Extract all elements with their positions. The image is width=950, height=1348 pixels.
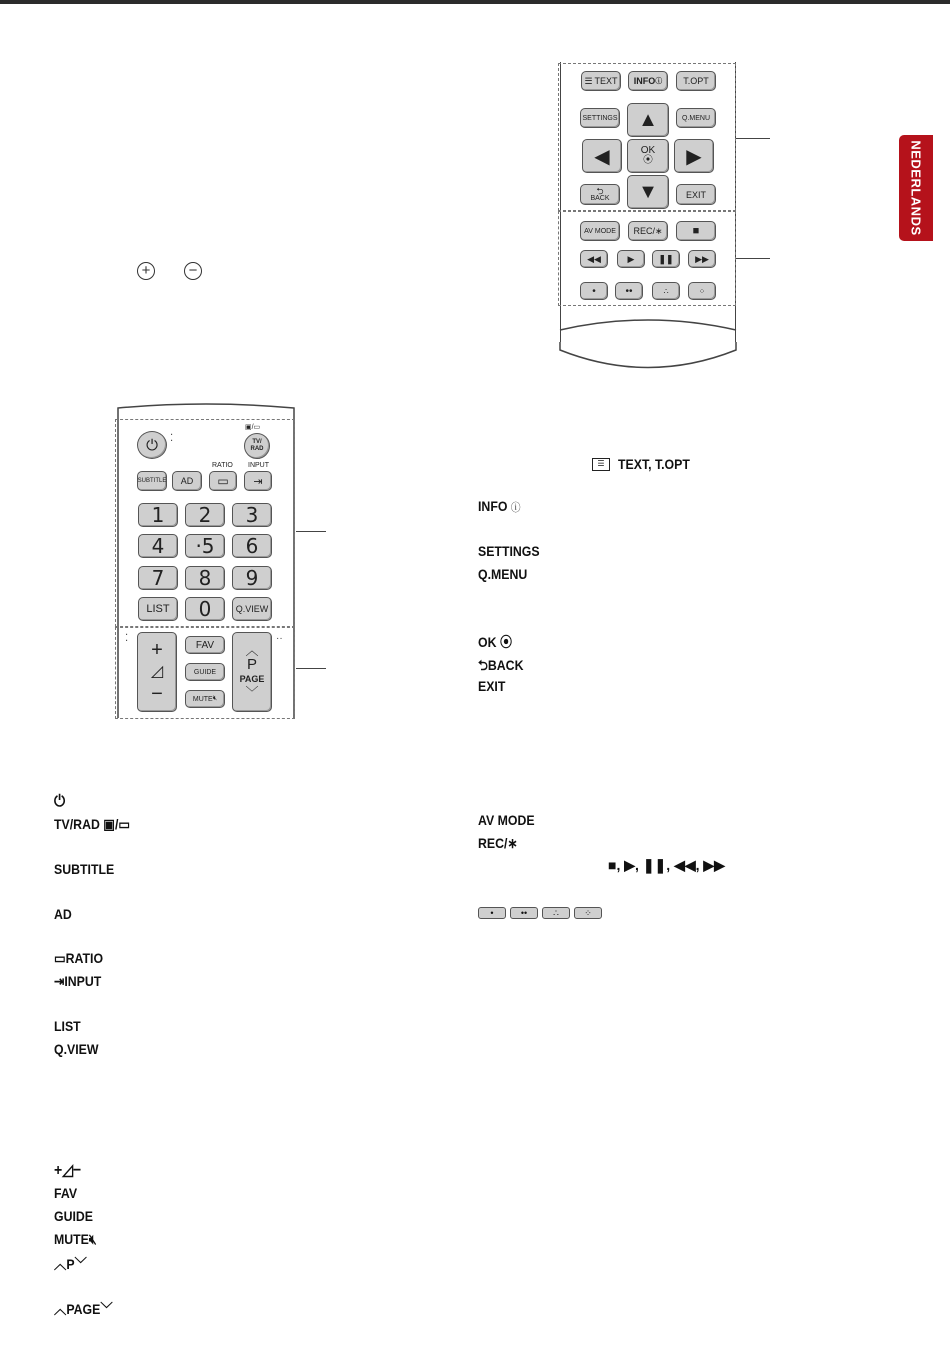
- ok-button[interactable]: [627, 139, 669, 173]
- ratio-screen-icon: ▭: [217, 474, 229, 488]
- right-arrow-button[interactable]: [674, 139, 714, 173]
- fast-forward-icon: ▶▶: [695, 253, 709, 264]
- digit-label: 6: [245, 534, 259, 558]
- back-button-label: BACK: [590, 194, 610, 202]
- volume-term: [54, 1160, 81, 1180]
- leader-line-4: [296, 668, 326, 669]
- exit-button-label: EXIT: [685, 189, 706, 200]
- three-dots-button-icon: ∴: [542, 907, 570, 919]
- leader-line-1: [736, 138, 770, 139]
- up-triangle-icon: ▲: [638, 108, 658, 131]
- qmenu-button[interactable]: [676, 108, 716, 128]
- mute-term-label: MUTE: [54, 1231, 89, 1247]
- fav-term: FAV: [54, 1185, 78, 1201]
- avmode-button[interactable]: [580, 221, 620, 241]
- language-tab-label: NEDERLANDS: [908, 140, 924, 236]
- rec-button[interactable]: [628, 221, 668, 241]
- one-dot-icon: •: [592, 285, 596, 297]
- play-icon: ▶: [627, 253, 635, 264]
- list-button-label: LIST: [146, 603, 170, 615]
- input-arrow-icon: ⇥: [54, 973, 65, 989]
- leader-line-2: [736, 258, 770, 259]
- info-term-label: INFO: [478, 498, 508, 514]
- mute-speaker-icon: 🔇︎: [212, 695, 218, 702]
- volume-rocker[interactable]: [137, 632, 177, 712]
- power-dots-icon: ⁚: [170, 433, 174, 444]
- fav-button[interactable]: [185, 636, 225, 654]
- power-term: [54, 793, 65, 811]
- digit-label: 9: [245, 566, 259, 590]
- chevron-up-icon: ︿: [54, 1301, 67, 1317]
- up-arrow-button[interactable]: [627, 103, 669, 137]
- left-triangle-icon: ◀: [594, 145, 610, 168]
- chevron-up-icon: ︿: [54, 1256, 67, 1272]
- chevron-down-icon: ﹀: [100, 1301, 113, 1317]
- tvrad-top-icons: ▣/▭: [245, 424, 261, 431]
- info-circle-icon: ⓘ: [510, 502, 521, 514]
- topt-button[interactable]: [676, 71, 716, 91]
- rec-term: REC/∗: [478, 835, 518, 851]
- info-button[interactable]: [628, 71, 668, 91]
- digit-button-7[interactable]: [138, 566, 178, 590]
- top-rule: [0, 0, 950, 4]
- digit-button-6[interactable]: [232, 534, 272, 558]
- fast-forward-icon: ▶▶: [703, 857, 725, 873]
- blue-color-button[interactable]: [688, 282, 716, 300]
- volume-icon: ◿: [150, 663, 164, 680]
- ok-term: [478, 632, 512, 652]
- guide-term: GUIDE: [54, 1208, 94, 1224]
- volume-dots-icon: ⁚: [125, 633, 129, 644]
- digit-button-2[interactable]: [185, 503, 225, 527]
- rec-button-label: REC/∗: [633, 225, 663, 236]
- mute-button[interactable]: [185, 690, 225, 708]
- stop-square-icon: ■: [608, 857, 617, 873]
- volume-minus-icon: −: [73, 1162, 82, 1179]
- input-button[interactable]: [244, 471, 272, 491]
- avmode-term: AV MODE: [478, 812, 535, 828]
- digit-button-8[interactable]: [185, 566, 225, 590]
- playback-symbols-term: ■, ▶, ❚❚, ◀◀, ▶▶: [608, 857, 725, 873]
- ad-term: AD: [54, 906, 72, 922]
- back-button[interactable]: [580, 184, 620, 205]
- input-term: [54, 973, 101, 990]
- four-dots-button-icon: ⁘: [574, 907, 602, 919]
- right-triangle-icon: ▶: [686, 145, 702, 168]
- qview-button-label: Q.VIEW: [235, 604, 269, 614]
- qmenu-button-label: Q.MENU: [682, 114, 710, 122]
- guide-button[interactable]: [185, 663, 225, 681]
- ok-circle-icon: ⦿: [499, 634, 513, 650]
- text-button[interactable]: [581, 71, 621, 91]
- settings-button-label: SETTINGS: [582, 114, 618, 122]
- language-tab: [899, 135, 933, 241]
- digit-label: 3: [245, 503, 259, 527]
- input-label: INPUT: [248, 462, 269, 469]
- power-button[interactable]: [137, 431, 167, 459]
- exit-term: EXIT: [478, 678, 506, 694]
- stop-button[interactable]: [676, 221, 716, 241]
- leader-line-3: [296, 531, 326, 532]
- fast-forward-button[interactable]: [688, 250, 716, 268]
- digit-button-1[interactable]: [138, 503, 178, 527]
- fav-button-label: FAV: [195, 639, 215, 651]
- green-color-button[interactable]: [615, 282, 643, 300]
- plus-circle-icon: +: [137, 262, 155, 280]
- two-dots-icon: ••: [625, 285, 633, 297]
- tv-icon: ▣: [103, 816, 115, 832]
- digit-label: ·5: [195, 534, 215, 558]
- info-button-label: INFO: [633, 76, 656, 86]
- text-topt-label: TEXT, T.OPT: [618, 456, 690, 472]
- ratio-term-label: RATIO: [65, 950, 104, 966]
- qmenu-term: Q.MENU: [478, 566, 528, 582]
- text-topt-term: [592, 456, 700, 474]
- chevron-down-icon: ﹀: [245, 685, 259, 700]
- program-term: [54, 1254, 87, 1274]
- qview-term: Q.VIEW: [54, 1041, 99, 1057]
- pause-icon: ❚❚: [642, 857, 667, 873]
- down-triangle-icon: ▼: [638, 180, 658, 203]
- chevron-up-icon: ︿: [245, 643, 259, 658]
- rewind-button[interactable]: [580, 250, 608, 268]
- ok-button-label: OK: [640, 145, 656, 156]
- ad-button-label: AD: [180, 476, 194, 486]
- text-button-label: TEXT: [594, 76, 618, 86]
- avmode-button-label: AV MODE: [584, 227, 616, 235]
- down-arrow-button[interactable]: [627, 175, 669, 209]
- digit-label: 0: [198, 597, 212, 621]
- ok-term-label: OK: [478, 634, 497, 650]
- list-button[interactable]: [138, 597, 178, 621]
- one-dot-button-icon: •: [478, 907, 506, 919]
- left-terms-block: [54, 793, 354, 1333]
- volume-plus-icon: +: [54, 1162, 63, 1179]
- minus-circle-icon: −: [184, 262, 202, 280]
- mute-button-label: MUTE: [192, 695, 213, 703]
- right-terms-block-2: [478, 812, 778, 932]
- yellow-color-button[interactable]: [652, 282, 680, 300]
- digit-button-5[interactable]: [185, 534, 225, 558]
- pause-button[interactable]: [652, 250, 680, 268]
- tvrad-line2: RAD: [250, 446, 264, 452]
- digit-label: 4: [151, 534, 165, 558]
- digit-button-0[interactable]: [185, 597, 225, 621]
- page-dots-icon: ··: [276, 633, 283, 644]
- digit-button-3[interactable]: [232, 503, 272, 527]
- tvrad-line1: TV/: [252, 439, 262, 445]
- left-arrow-button[interactable]: [582, 139, 622, 173]
- red-color-button[interactable]: [580, 282, 608, 300]
- page-term: [54, 1299, 113, 1319]
- power-icon: ⏻: [146, 436, 158, 454]
- digit-button-4[interactable]: [138, 534, 178, 558]
- mute-speaker-icon: 🔇︎: [88, 1231, 97, 1247]
- power-icon: ⏻: [54, 793, 66, 810]
- settings-button[interactable]: [580, 108, 620, 128]
- two-dots-button-icon: ••: [510, 907, 538, 919]
- play-button[interactable]: [617, 250, 645, 268]
- input-arrow-icon: ⇥: [253, 475, 263, 488]
- digit-label: 2: [198, 503, 212, 527]
- ratio-button[interactable]: [209, 471, 237, 491]
- right-terms-block-1: [478, 498, 678, 738]
- rewind-icon: ◀◀: [587, 253, 601, 264]
- info-icon: ⓘ: [655, 78, 663, 85]
- program-page-rocker[interactable]: [232, 632, 272, 712]
- teletext-icon: ☰: [592, 458, 610, 471]
- volume-minus-label: −: [151, 683, 163, 705]
- stop-square-icon: ■: [692, 225, 700, 237]
- guide-button-label: GUIDE: [193, 668, 217, 676]
- top-remote-bottom-curve: [558, 300, 738, 375]
- chevron-down-icon: ﹀: [74, 1256, 87, 1272]
- pause-icon: ❚❚: [658, 253, 674, 264]
- info-term: [478, 498, 521, 515]
- digit-label: 7: [151, 566, 165, 590]
- page-label: PAGE: [239, 674, 265, 684]
- page-term-label: PAGE: [66, 1301, 101, 1317]
- three-dots-icon: ∴: [663, 286, 669, 296]
- back-term: [478, 655, 523, 679]
- tvrad-term-label: TV/RAD: [54, 816, 100, 832]
- ratio-term: [54, 950, 103, 967]
- digit-label: 1: [151, 503, 165, 527]
- topt-button-label: T.OPT: [683, 76, 709, 86]
- ad-button[interactable]: [172, 471, 202, 491]
- subtitle-button[interactable]: [137, 471, 167, 491]
- settings-term: SETTINGS: [478, 543, 540, 559]
- p-term-label: P: [66, 1256, 75, 1272]
- tvrad-button[interactable]: [244, 433, 270, 459]
- list-term: LIST: [54, 1018, 81, 1034]
- digit-label: 8: [198, 566, 212, 590]
- text-list-icon: ☰: [584, 75, 593, 86]
- ratio-label: RATIO: [212, 462, 233, 469]
- p-label: P: [246, 656, 257, 673]
- four-dots-icon: ⁘: [698, 286, 706, 296]
- back-arrow-icon: ⮌: [478, 657, 488, 673]
- ok-circle-icon: ⦿: [643, 155, 653, 166]
- exit-button[interactable]: [676, 184, 716, 205]
- ratio-screen-icon: ▭: [54, 950, 66, 966]
- volume-icon: ◿: [62, 1162, 74, 1179]
- subtitle-button-label: SUBTITLE: [137, 478, 167, 484]
- tvrad-term: TV/RAD ▣/▭: [54, 816, 131, 832]
- volume-plus-label: +: [151, 639, 163, 661]
- color-buttons-term: [478, 904, 606, 922]
- rewind-icon: ◀◀: [674, 857, 696, 873]
- back-arrow-icon: ⮌: [596, 185, 604, 196]
- radio-icon: ▭: [118, 816, 131, 832]
- back-term-label: BACK: [487, 657, 524, 673]
- qview-button[interactable]: [232, 597, 272, 621]
- mute-term: [54, 1231, 97, 1248]
- digit-button-9[interactable]: [232, 566, 272, 590]
- subtitle-term: SUBTITLE: [54, 861, 115, 877]
- input-term-label: INPUT: [64, 973, 102, 989]
- play-icon: ▶: [624, 857, 636, 873]
